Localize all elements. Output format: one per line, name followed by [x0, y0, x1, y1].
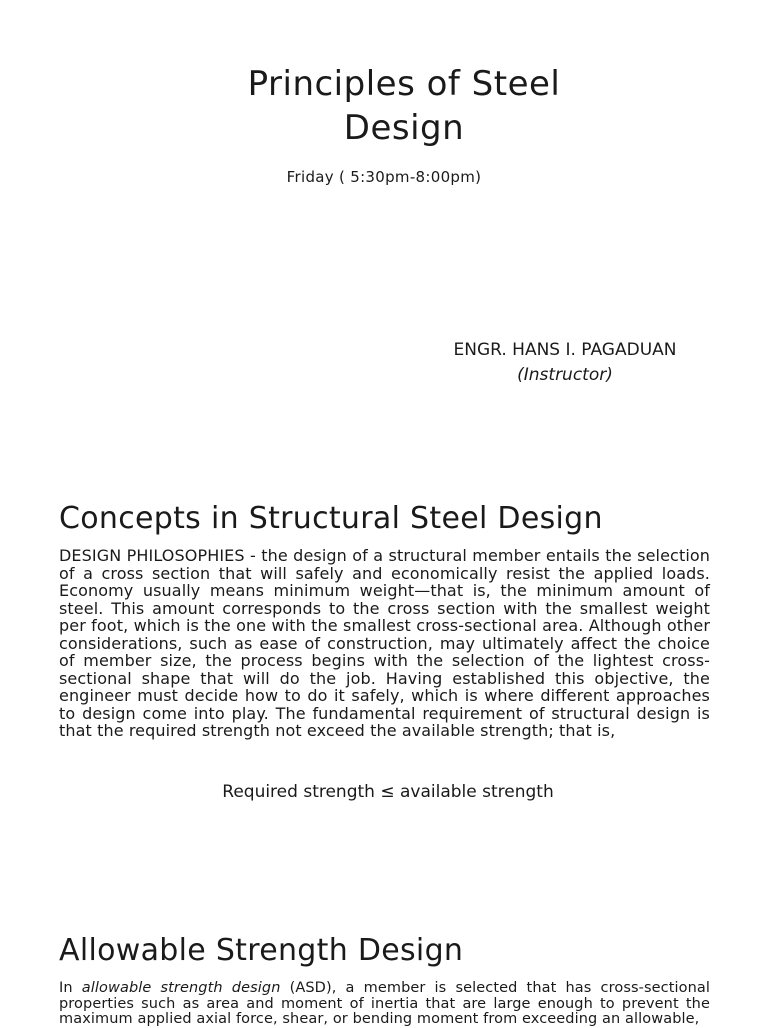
document-title [0, 62, 768, 150]
instructor-block [400, 338, 730, 388]
title-line-1: Principles of Steel [247, 64, 561, 104]
asd-rest: (ASD), a member is selected that has cross-sectional properties such as area and moment of inertia that are large enough to prevent the maximum applied axial force, shear, or bending moment from exceeding an allowable, [59, 980, 710, 1027]
asd-intro: In [59, 980, 82, 996]
instructor-role: (Instructor) [517, 365, 613, 385]
strength-equation: Required strength ≤ available strength [222, 782, 554, 802]
instructor-name: ENGR. HANS I. PAGADUAN [453, 340, 677, 360]
section-heading-asd: Allowable Strength Design [59, 932, 464, 968]
section-heading-concepts: Concepts in Structural Steel Design [59, 500, 603, 536]
asd-term: allowable strength design [81, 980, 281, 996]
title-line-2: Design [343, 108, 465, 148]
asd-paragraph [59, 981, 710, 1028]
class-schedule: Friday ( 5:30pm-8:00pm) [286, 168, 482, 186]
design-philosophies-paragraph: DESIGN PHILOSOPHIES - the design of a structural member entails the selection of a cross section that will safely and economically resist the applied loads. Economy usually means minimum weight—that is, the minimum amount of steel. This amount corresponds to the cross section with the smallest weight per foot, which is the one with the smallest cross-sectional area. Although other considerations, such as ease of construction, may ultimately affect the choice of member size, the process begins with the selection of the lightest cross-sectional shape that will do the job. Having established this objective, the engineer must decide how to do it safely, which is where different approaches to design come into play. The fundamental requirement of structural design is that the required strength not exceed the available strength; that is, [59, 546, 710, 740]
